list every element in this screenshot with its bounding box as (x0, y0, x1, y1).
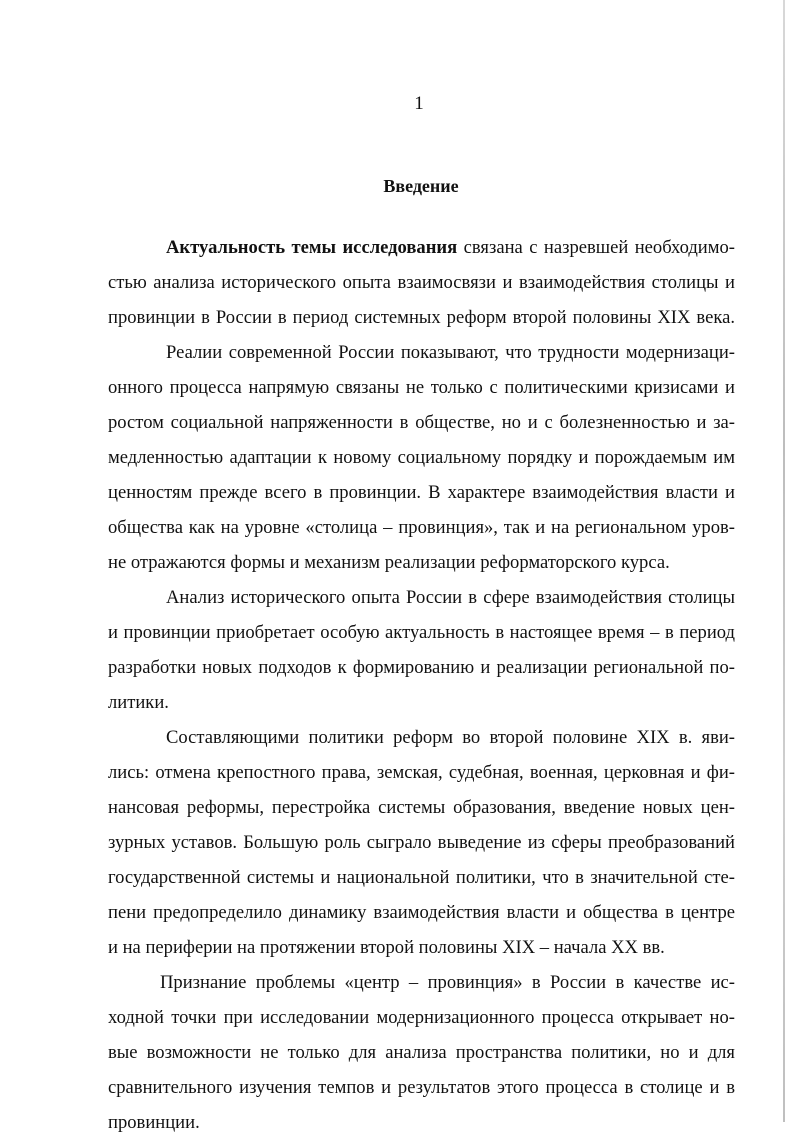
relevance-term: Актуальность темы исследования (166, 237, 458, 258)
paragraph-4-line-3: нансовая реформы, перестройка системы образования, введение новых цен- (108, 797, 735, 818)
paragraph-4-line-5: государственной системы и национальной политики, что в значительной сте- (108, 867, 735, 888)
paragraph-3-line-1: Анализ исторического опыта России в сфере взаимодействия столицы (166, 587, 735, 608)
paragraph-2-line-5: ценностям прежде всего в провинции. В характере взаимодействия власти и (108, 482, 735, 503)
paragraph-4-line-1: Составляющими политики реформ во второй половине XIX в. яви- (166, 727, 735, 748)
paragraph-5-line-5: провинции. (108, 1112, 200, 1133)
paragraph-1-line-2: стью анализа исторического опыта взаимосвязи и взаимодействия столицы и (108, 272, 735, 293)
scan-edge-shadow (783, 0, 785, 1122)
paragraph-1-line-1-text: связана с назревшей необходимо- (457, 237, 736, 258)
paragraph-5-line-1: Признание проблемы «центр – провинция» в России в качестве ис- (160, 972, 735, 993)
paragraph-2-line-1: Реалии современной России показывают, что трудности модернизаци- (166, 342, 735, 363)
paragraph-5-line-2: ходной точки при исследовании модернизационного процесса открывает но- (108, 1007, 735, 1028)
paragraph-2-line-7: не отражаются формы и механизм реализации реформаторского курса. (108, 552, 670, 573)
paragraph-1-line-1 (108, 230, 735, 265)
paragraph-5-line-4: сравнительного изучения темпов и результатов этого процесса в столице и в (108, 1077, 735, 1098)
paragraph-4-line-7: и на периферии на протяжении второй половины XIX – начала XX вв. (108, 937, 665, 958)
body-text (108, 230, 735, 1140)
paragraph-2-line-6: общества как на уровне «столица – провинция», так и на региональном уров- (108, 517, 735, 538)
paragraph-3-line-3: разработки новых подходов к формированию и реализации региональной по- (108, 657, 735, 678)
paragraph-2-line-2: онного процесса напрямую связаны не только с политическими кризисами и (108, 377, 735, 398)
paragraph-5-line-3: вые возможности не только для анализа пространства политики, но и для (108, 1042, 735, 1063)
paragraph-2-line-3: ростом социальной напряженности в обществе, но и с болезненностью и за- (108, 412, 735, 433)
paragraph-1-line-3: провинции в России в период системных реформ второй половины XIX века. (108, 307, 735, 328)
section-heading: Введение (383, 176, 459, 196)
paragraph-4-line-4: зурных уставов. Большую роль сыграло выведение из сферы преобразований (108, 832, 735, 853)
paragraph-2-line-4: медленностью адаптации к новому социальному порядку и порождаемым им (108, 447, 735, 468)
paragraph-3-line-2: и провинции приобретает особую актуальность в настоящее время – в период (108, 622, 735, 643)
paragraph-4-line-6: пени предопределило динамику взаимодействия власти и общества в центре (108, 902, 735, 923)
paragraph-4-line-2: лись: отмена крепостного права, земская, судебная, военная, церковная и фи- (108, 762, 735, 783)
paragraph-3-line-4: литики. (108, 692, 169, 713)
page-number: 1 (414, 93, 424, 114)
